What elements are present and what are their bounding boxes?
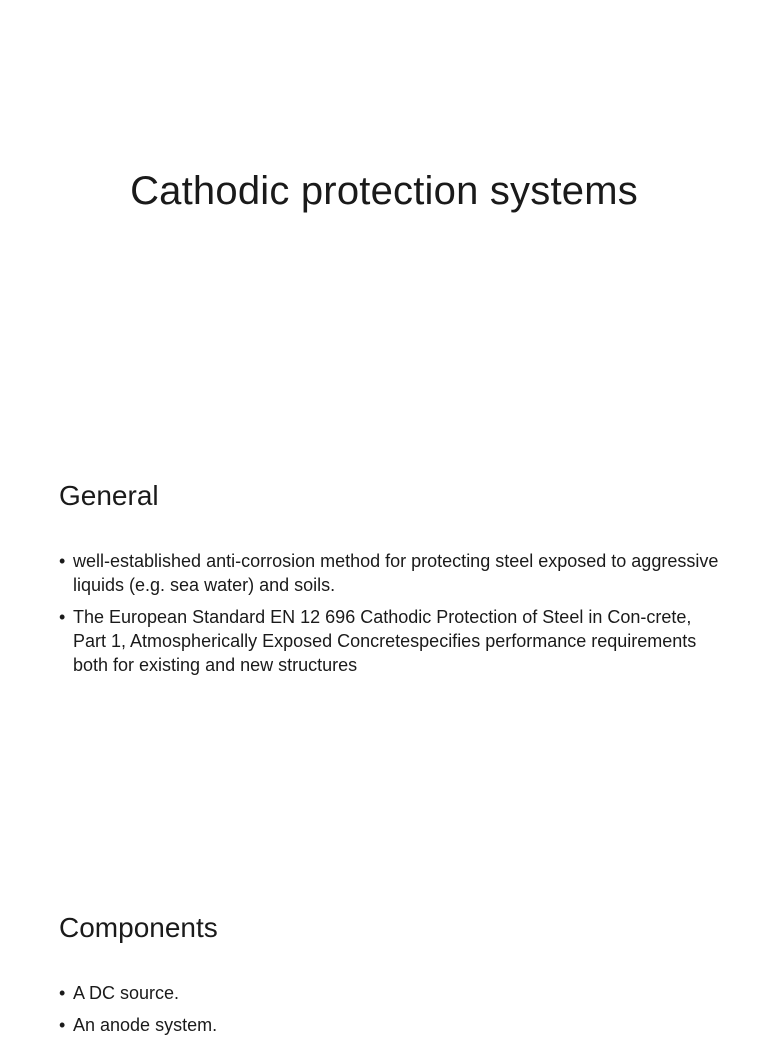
bullet-text: well-established anti-corrosion method for protecting steel exposed to aggressive liquids (e.g. sea water) and soils.	[73, 551, 719, 595]
components-bullet-list	[59, 981, 719, 1045]
bullet-text: The European Standard EN 12 696 Cathodic Protection of Steel in Con-crete, Part 1, Atmospherically Exposed Concretespecifies performance requirements both for existing and new structures	[73, 607, 697, 675]
bullet-icon: •	[59, 983, 66, 1003]
bullet-icon: •	[59, 1015, 66, 1035]
general-bullet-list	[59, 549, 719, 685]
bullet-item	[59, 1013, 719, 1037]
bullet-item	[59, 605, 719, 677]
bullet-text: A DC source.	[73, 983, 180, 1003]
bullet-icon: •	[59, 607, 66, 627]
bullet-text: An anode system.	[73, 1015, 218, 1035]
components-heading: Components	[59, 912, 218, 943]
bullet-item	[59, 549, 719, 597]
slide-title: Cathodic protection systems	[130, 169, 638, 213]
title-slide	[0, 0, 768, 432]
components-slide	[0, 864, 768, 1035]
general-heading: General	[59, 480, 159, 511]
bullet-icon: •	[59, 551, 66, 571]
general-slide	[0, 432, 768, 864]
bullet-item	[59, 981, 719, 1005]
